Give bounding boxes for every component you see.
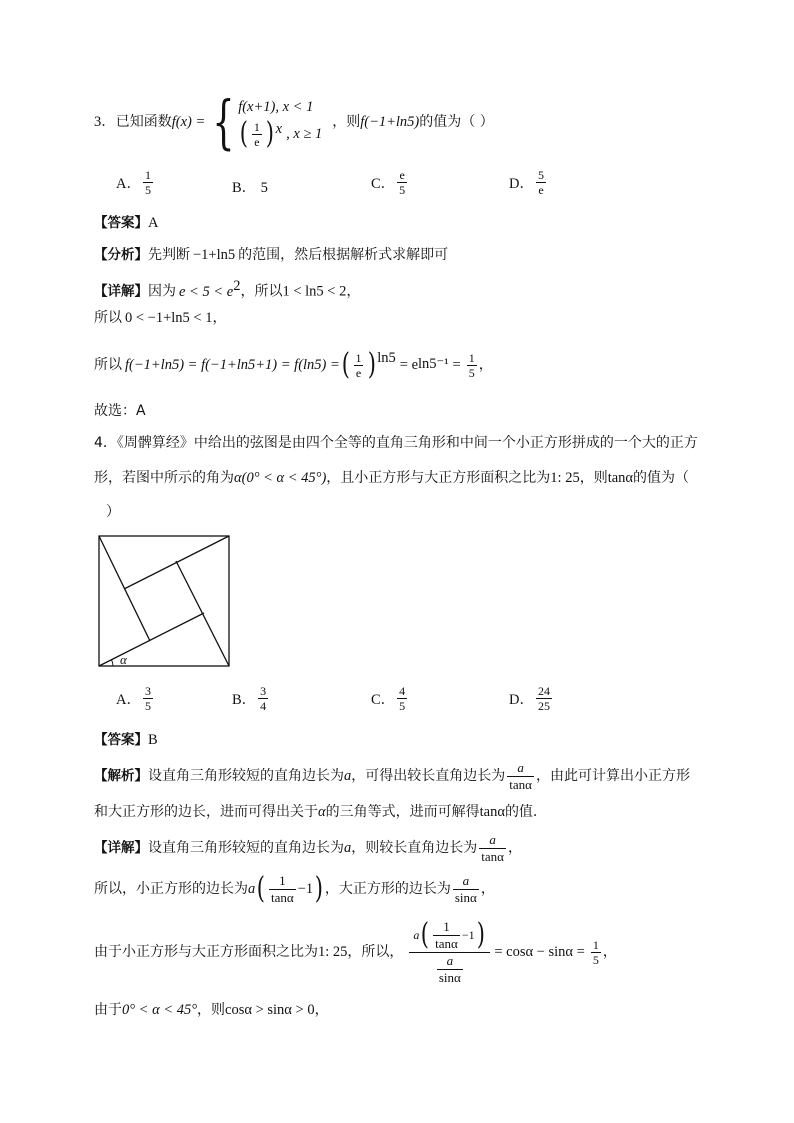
q3-choice-a: A． $\frac{1}{5}$ [116,168,151,197]
q4-stem-line2: 形，若图中所示的角为α(0° < α < 45°)，且小正方形与大正方形面积之比为1: 25，则tanα的值为（ [94,470,690,486]
q3-detail-2: 所以 0 < −1+ln5 < 1， [94,310,227,326]
q3-stem [94,88,494,156]
q3-case1: f(x+1), x < 1 [238,99,314,115]
q3-choice-a-frac: $\frac{1}{5}$ [144,168,151,197]
q4-choice-b: B． $\frac{3}{4}$ [232,684,267,713]
q3-answer: 【答案】A [94,215,159,231]
angle-label-alpha: α [120,652,127,667]
q3-choice-b: B． 5 [232,180,268,196]
q3-detail-3: 所以 f(−1+ln5) = f(−1+ln5+1) = f(ln5) = ( $\frac{1}{e}$ ) ln5 = e ln5⁻¹ = $\frac{1}{5}$ ， [94,347,493,382]
q4-detail-3: 由于小正方形与大正方形面积之比为 1: 25 ，所以， a ( $\frac{1}{\tan\alpha}$ −1 ) $\frac{a}{\sin\alpha}$ = cosα − sinα = $\frac{1}{5}$ ， [94,917,617,985]
triangle-hyp-top [124,536,229,589]
q4-detail-1: 【详解】 设直角三角形较短的直角边长为 a ，则较长直角边长为 $\frac{a}{\tan\alpha}$ ， [94,831,522,864]
q4-choice-c: C． $\frac{4}{5}$ [371,684,406,713]
q3-conclusion: 故选：A [94,403,146,419]
q3-cases [238,95,322,149]
q3-stem-pre: 已知函数 [115,114,172,130]
triangle-hyp-left [99,536,150,641]
q4-choice-d: D． $\frac{24}{25}$ [509,684,550,713]
triangle-hyp-bottom [99,613,204,666]
angle-arc [112,660,114,666]
q3-case2-cond: , x ≥ 1 [286,126,323,142]
q3-stem-post: 的值为（ ） [419,114,494,130]
q3-number: 3． [94,114,116,130]
q3-brace: { [212,88,235,156]
q3-case2-exp: x [275,121,283,137]
q4-analysis-1: 【解析】 设直角三角形较短的直角边长为 a ，可得出较长直角边长为 $\frac{a}{\tan\alpha}$ ，由此可计算出小正方形 [94,759,690,792]
q3-stem-mid: ，则 [332,114,361,130]
q3-choice-c-frac: $\frac{e}{5}$ [399,168,406,197]
q4-stem-line3: ） [106,504,120,520]
q3-detail-1: 【详解】因为 $e < 5 < e^2$，所以1 < ln5 < 2， [94,278,361,300]
triangle-hyp-right [176,561,229,666]
q4-stem-line1: 4．《周髀算经》中给出的弦图是由四个全等的直角三角形和中间一个小正方形拼成的一个大的正方 [94,435,698,451]
q3-analysis: 【分析】先判断 −1+ln5 的范围，然后根据解析式求解即可 [94,247,449,263]
q4-detail-2: 所以，小正方形的边长为 a ( $\frac{1}{\tan\alpha}$ −1 ) ，大正方形的边长为 $\frac{a}{\sin\alpha}$ ， [94,871,495,906]
q4-choice-a: A． $\frac{3}{5}$ [116,684,151,713]
q4-answer: 【答案】B [94,732,158,748]
q3-detail-3-result: $\frac{1}{5}$ [468,350,475,380]
q4-figure-pinwheel [96,533,236,669]
q4-detail-4: 由于0° < α < 45°，则cosα > sinα > 0， [94,1002,329,1018]
q3-choice-c: C． $\frac{e}{5}$ [371,168,406,197]
q3-choice-d: D． $\frac{5}{e}$ [509,168,544,197]
outer-square [99,536,229,666]
q3-fx: f(x) = [171,114,206,130]
q4-detail-3-compound-frac: a ( $\frac{1}{\tan\alpha}$ −1 ) $\frac{a}{\sin\alpha}$ [411,919,488,986]
q4-analysis-2: 和大正方形的边长，进而可得出关于α的三角等式，进而可解得tanα的值. [94,804,538,820]
q3-detail-3-frac: $\frac{1}{e}$ [355,350,362,380]
q3-case2-frac: $\frac{1}{e}$ [253,119,260,149]
q3-target: f(−1+ln5) [360,114,420,130]
q3-case2: ( $\frac{1}{e}$ ) x , x ≥ 1 [239,116,323,151]
q3-choice-d-frac: $\frac{5}{e}$ [537,168,544,197]
